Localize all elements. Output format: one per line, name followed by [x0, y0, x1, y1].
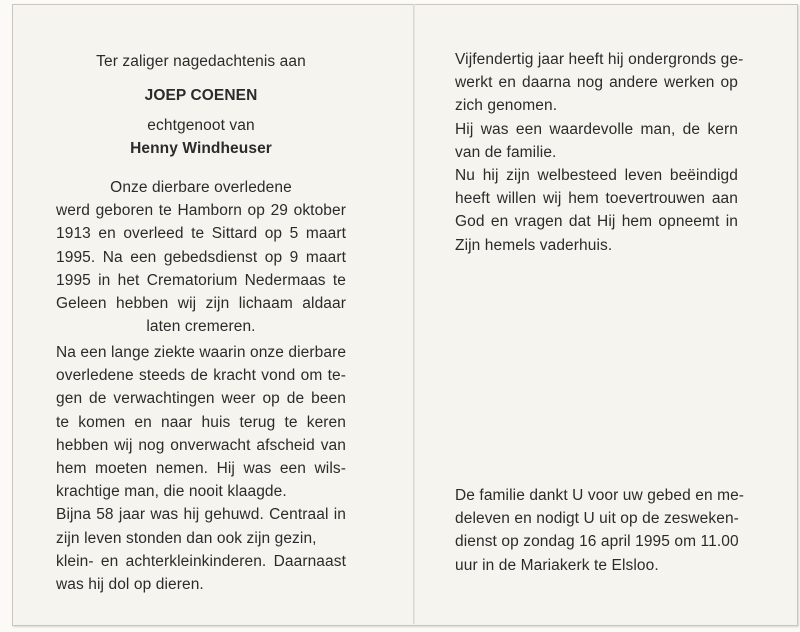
bio-line: Onze dierbare overledene: [110, 179, 292, 196]
closing-line: De familie dankt U voor uw gebed en me-: [455, 487, 745, 504]
work-paragraph: [455, 48, 744, 257]
life-story: [56, 341, 346, 596]
card-fold: [413, 4, 415, 624]
work-line: Zijn hemels vaderhuis.: [455, 236, 613, 254]
bio-line: 1995. Na een gebedsdienst op 9 maart: [56, 248, 346, 266]
story-line: krachtige man, die nooit klaagde.: [56, 483, 287, 501]
closing-paragraph: [455, 484, 745, 577]
story-line: overledene steeds de kracht vond om te-: [56, 367, 346, 385]
biography: [56, 176, 346, 338]
story-line: hebben wij nog onverwacht afscheid van: [56, 436, 346, 454]
story-line: hem moeten nemen. Hij was een wils-: [56, 460, 346, 478]
closing-line: deleven en nodigt U uit op de zesweken-: [455, 510, 739, 528]
work-line: Nu hij zijn welbesteed leven beëindigd: [455, 167, 738, 185]
deceased-name: JOEP COENEN: [144, 87, 258, 104]
spouse-name: Henny Windheuser: [130, 140, 272, 157]
work-line: werkt en daarna nog andere werken op: [455, 74, 738, 92]
bio-line: Geleen hebben wij zijn lichaam aldaar: [56, 295, 346, 313]
work-line: heeft willen wij hem toevertrouwen aan: [455, 190, 738, 208]
story-line: zijn leven stonden dan ook zijn gezin,: [56, 529, 317, 547]
work-line: God en vragen dat Hij hem opneemt in: [455, 213, 738, 231]
bio-line: 1913 en overleed te Sittard op 5 maart: [56, 225, 346, 243]
story-line: Bijna 58 jaar was hij gehuwd. Centraal in: [56, 506, 346, 524]
story-line: te komen en naar huis terug te keren: [56, 413, 346, 431]
bio-line: 1995 in het Crematorium Nedermaas te: [56, 271, 346, 289]
bio-line: laten cremeren.: [146, 318, 256, 336]
work-line: Hij was een waardevolle man, de kern: [455, 120, 738, 138]
story-line: gen de verwachtingen weer op de been: [56, 390, 346, 408]
closing-line: uur in de Mariakerk te Elsloo.: [455, 556, 659, 574]
bio-line: werd geboren te Hamborn op 29 oktober: [56, 202, 346, 220]
work-line: Vijfendertig jaar heeft hij ondergronds ge-: [455, 51, 744, 68]
work-line: van de familie.: [455, 143, 557, 161]
story-line: klein- en achterkleinkinderen. Daarnaast: [56, 552, 346, 570]
closing-line: dienst op zondag 16 april 1995 om 11.00: [455, 533, 739, 551]
work-line: zich genomen.: [455, 97, 558, 115]
story-line: was hij dol op dieren.: [56, 576, 204, 594]
intro-line: Ter zaliger nagedachtenis aan: [96, 53, 306, 70]
story-line: Na een lange ziekte waarin onze dierbare: [56, 344, 347, 361]
spouse-label: echtgenoot van: [147, 117, 255, 134]
